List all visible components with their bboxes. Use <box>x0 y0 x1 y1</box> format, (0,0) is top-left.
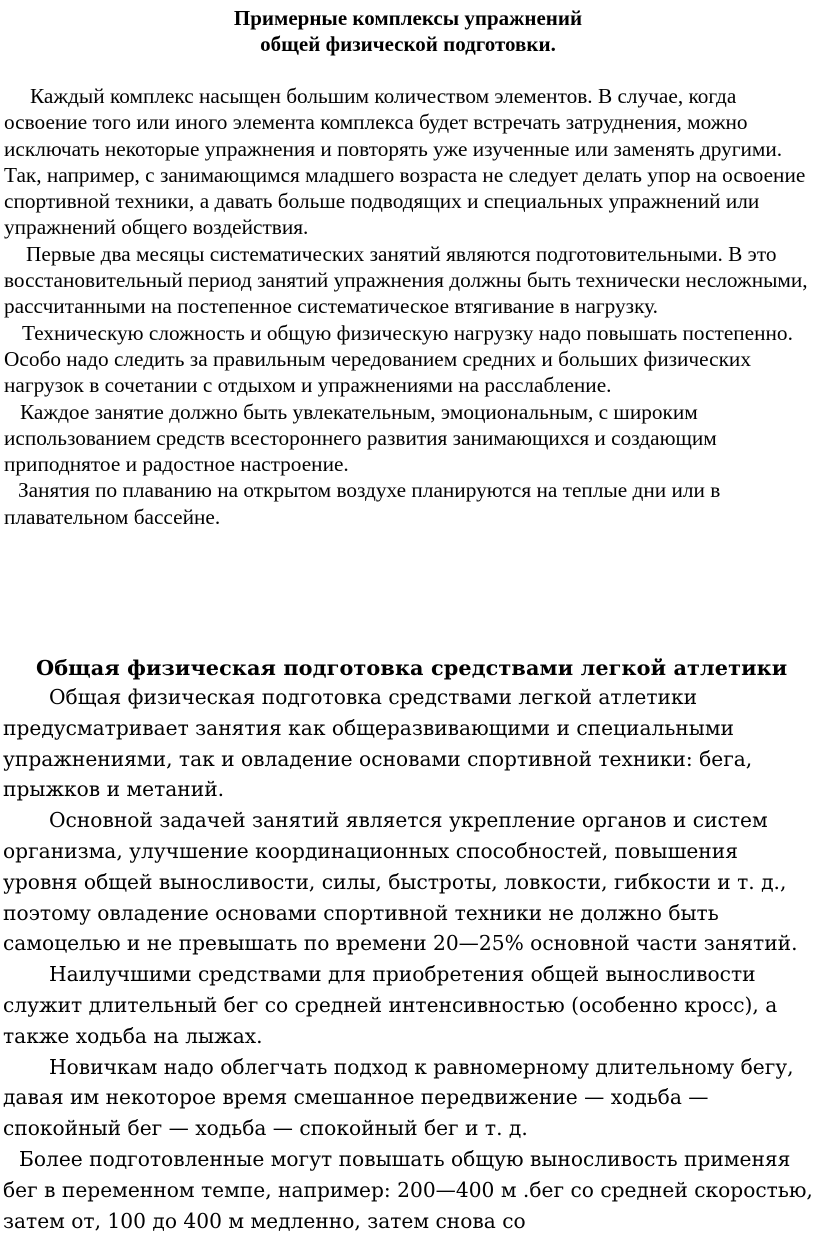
athletics-paragraph-4: Новичкам надо облегчать подход к равномерному длительному бегу, давая им некоторое время смешанное передвижение — ходьба — спокойный бег — ходьба — спокойный бег и т. д. <box>3 1054 794 1141</box>
athletics-paragraph-2: Основной задачей занятий является укрепление органов и систем организма, улучшение координационных способностей, повышения уровня общей выносливости, силы, быстроты, ловкости, гибкости и т. д., поэтому овладение основами спортивной техники не должно быть самоцелью и не превышать по времени 20—25% основной части занятий. <box>3 808 798 956</box>
athletics-paragraph-1: Общая физическая подготовка средствами легкой атлетики предусматривает занятия как общеразвивающими и специальными упражнениями, так и овладение основами спортивной техники: бега, прыжков и метаний. <box>3 685 753 802</box>
intro-paragraph-2: Первые два месяцы систематических занятий являются подготовительными. В это восстановительный период занятий упражнения должны быть технически несложными, рассчитанными на постепенное систематическое втягивание в нагрузку. <box>4 241 808 319</box>
intro-section <box>4 83 816 530</box>
intro-paragraph-3: Техническую сложность и общую физическую нагрузку надо повышать постепенно. Особо надо следить за правильным чередованием средних и больших физических нагрузок в сочетании с отдыхом и упражнениями на расслабление. <box>4 320 793 398</box>
section-heading-athletics: Общая физическая подготовка средствами легкой атлетики <box>36 655 788 680</box>
intro-paragraph-4: Каждое занятие должно быть увлекательным, эмоциональным, с широким использованием средств всестороннего развития занимающихся и создающим приподнятое и радостное настроение. <box>4 399 717 477</box>
intro-paragraph-5: Занятия по плаванию на открытом воздухе планируются на теплые дни или в плавательном бассейне. <box>4 478 721 529</box>
athletics-section <box>3 682 815 1236</box>
document-title-line-2: общей физической подготовки. <box>260 32 556 56</box>
document-title-line-1: Примерные комплексы упражнений <box>233 6 583 30</box>
intro-paragraph-1: Каждый комплекс насыщен большим количеством элементов. В случае, когда освоение того или иного элемента комплекса будет встречать затруднения, можно исключать некоторые упражнения и повторять уже изученные или заменять другими. Так, например, с занимающимся младшего возраста не следует делать упор на освоение спортивной техники, а давать больше подводящих и специальных упражнений или упражнений общего воздействия. <box>4 84 806 240</box>
athletics-paragraph-3: Наилучшими средствами для приобретения общей выносливости служит длительный бег со средней интенсивностью (особенно кросс), а также ходьба на лыжах. <box>3 962 778 1048</box>
athletics-paragraph-5: Более подготовленные могут повышать общую выносливость применяя бег в переменном темпе, например: 200—400 м .бег со средней скоростью, затем от, 100 до 400 м медленно, затем снова со <box>3 1146 813 1233</box>
